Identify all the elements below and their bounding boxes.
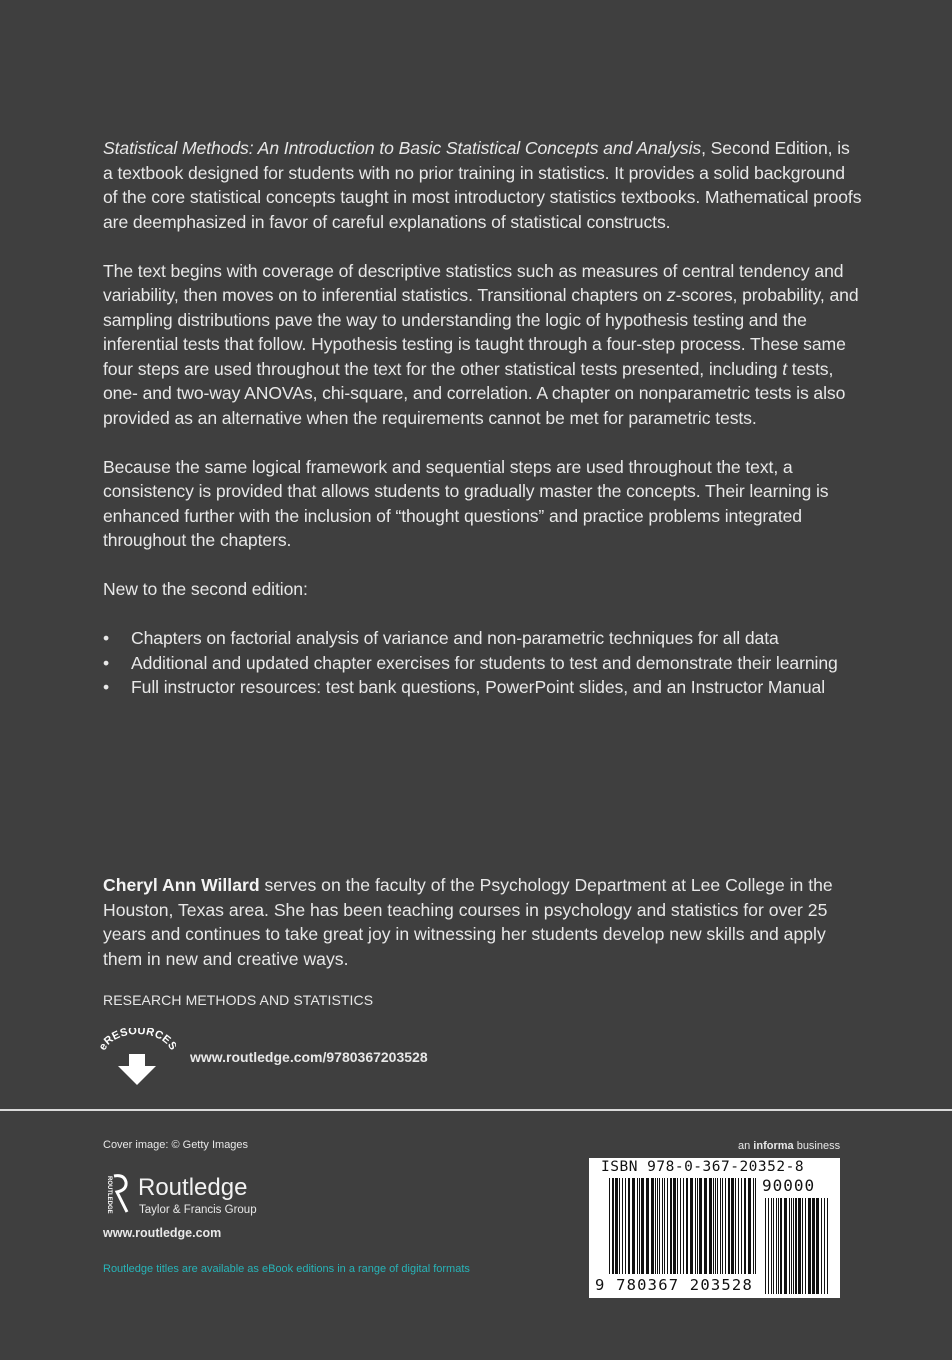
description-paragraph-3: Because the same logical framework and sequential steps are used throughout the text, a consistency is provided that allows students to gradually master the concepts. Their learning is enhanced further with the inclusion of “thought questions” and practice problems integrated throughout the chapters.	[103, 456, 829, 550]
barcode-bar	[622, 1178, 623, 1274]
barcode-bar	[735, 1178, 736, 1274]
barcode-bar	[641, 1178, 644, 1274]
publisher-name: Routledge	[138, 1174, 248, 1201]
barcode-bar	[651, 1178, 654, 1274]
barcode-bar	[637, 1178, 638, 1274]
barcode-bar	[738, 1178, 739, 1274]
barcode-bar	[755, 1178, 756, 1274]
publisher-group: Taylor & Francis Group	[139, 1204, 257, 1216]
barcode-bar	[722, 1178, 723, 1274]
barcode-bar	[646, 1178, 649, 1274]
barcode-bar	[704, 1178, 707, 1274]
isbn-label: ISBN 978-0-367-20352-8	[601, 1159, 805, 1175]
barcode-bar	[709, 1178, 712, 1274]
eresources-icon	[98, 1028, 176, 1088]
svg-text:ROUTLEDGE: ROUTLEDGE	[106, 1176, 112, 1214]
new-edition-heading: New to the second edition:	[103, 579, 308, 599]
barcode-bar	[789, 1198, 790, 1294]
description-paragraph-1: Statistical Methods: An Introduction to Basic Statistical Concepts and Analysis, Second Edition, is a textbook designed for students with no prior training in statistics. It provides a solid background of the core statistical concepts taught in most introductory statistics textbooks. Mathematical proofs are deemphasized in favor of careful explanations of statistical constructs.	[103, 138, 862, 232]
svg-text:eRESOURCES	[98, 1028, 176, 1053]
barcode-bar	[816, 1198, 819, 1294]
barcode-bar	[784, 1198, 787, 1294]
barcode-bar	[664, 1178, 665, 1274]
list-item: • Full instructor resources: test bank questions, PowerPoint slides, and an Instructor Manual	[103, 675, 863, 700]
barcode-bar	[659, 1178, 660, 1274]
author-bio: Cheryl Ann Willard serves on the faculty of the Psychology Department at Lee College in the Houston, Texas area. She has been teaching courses in psychology and statistics for over 25 years and continues to take great joy in witnessing her students develop new skills and apply them in new and creative ways.	[103, 875, 833, 969]
eresources-badge[interactable]	[98, 1028, 176, 1088]
subject-category: RESEARCH METHODS AND STATISTICS	[103, 992, 374, 1008]
divider	[0, 1109, 952, 1111]
barcode-bar	[728, 1178, 730, 1274]
isbn-barcode	[589, 1158, 840, 1298]
bullet-icon: •	[103, 628, 110, 648]
barcode-bar	[741, 1178, 742, 1274]
barcode-bar	[765, 1198, 766, 1294]
barcode-bar	[695, 1178, 696, 1274]
barcode-bar	[639, 1178, 640, 1274]
description-paragraph-2: The text begins with coverage of descriptive statistics such as measures of central tendency and variability, then moves on to inferential statistics. Transitional chapters on z-scores, probability, and sampling distributions pave the way to understanding the logic of hypothesis testing and the inferential tests that follow. Hypothesis testing is taught through a four-step process. These same four steps are used throughout the text for the other statistical tests presented, including t tests, one- and two-way ANOVAs, chi-square, and correlation. A chapter on nonparametric tests is also provided as an alternative when the requirements cannot be met for parametric tests.	[103, 260, 859, 428]
book-title: Statistical Methods: An Introduction to Basic Statistical Concepts and Analysis	[103, 138, 702, 158]
barcode-bar	[619, 1178, 620, 1274]
barcode-bar	[768, 1198, 769, 1294]
barcode-bar	[699, 1178, 702, 1274]
ebook-note: Routledge titles are available as eBook editions in a range of digital formats	[103, 1263, 470, 1275]
barcode-bar	[667, 1178, 668, 1274]
barcode-bar	[686, 1178, 688, 1274]
barcode-bar	[717, 1178, 718, 1274]
barcode-bar	[673, 1178, 676, 1274]
list-item: • Additional and updated chapter exercises for students to test and demonstrate their learning	[103, 651, 863, 676]
list-item: • Chapters on factorial analysis of variance and non-parametric techniques for all data	[103, 626, 863, 651]
barcode-bar	[609, 1178, 610, 1274]
cover-credit: Cover image: © Getty Images	[103, 1139, 249, 1151]
barcode-bar	[821, 1198, 822, 1294]
barcode-bar	[812, 1198, 815, 1294]
description	[103, 136, 863, 724]
barcode-bar	[632, 1178, 635, 1274]
barcode-bar	[662, 1178, 663, 1274]
barcode-bar	[778, 1198, 779, 1294]
barcode-bar	[805, 1198, 806, 1294]
barcode-bar	[731, 1178, 734, 1274]
barcode-bar	[657, 1178, 658, 1274]
barcode-bar	[824, 1198, 825, 1294]
barcode-bar	[725, 1178, 726, 1274]
barcode-bar	[715, 1178, 716, 1274]
barcode-bar	[744, 1178, 746, 1274]
bullet-icon: •	[103, 677, 110, 697]
barcode-bar	[798, 1198, 801, 1294]
resources-link[interactable]: www.routledge.com/9780367203528	[190, 1049, 428, 1065]
eresources-label: eRESOURCE	[98, 1028, 173, 1053]
barcode-bar	[771, 1198, 772, 1294]
barcode-bar	[612, 1178, 614, 1274]
author-name: Cheryl Ann Willard	[103, 875, 260, 895]
barcode-bar	[791, 1198, 792, 1294]
publisher-website[interactable]: www.routledge.com	[103, 1226, 222, 1240]
routledge-logo-icon	[100, 1172, 130, 1218]
barcode-bar	[615, 1178, 618, 1274]
barcode-bar	[802, 1198, 803, 1294]
ean-digits: 9 780367 203528	[595, 1276, 753, 1294]
barcode-bar	[808, 1198, 811, 1294]
barcode-bar	[748, 1178, 751, 1274]
routledge-logo	[100, 1172, 300, 1220]
barcode-bar	[680, 1178, 681, 1274]
new-edition-list	[103, 626, 863, 700]
barcode-bar	[713, 1178, 714, 1274]
price-code: 90000	[762, 1176, 816, 1195]
barcode-bar	[793, 1198, 794, 1294]
informa-business: an informa business	[738, 1140, 841, 1152]
barcode-bar	[625, 1178, 626, 1274]
barcode-bar	[827, 1198, 828, 1294]
barcode-bar	[683, 1178, 684, 1274]
barcode-bar	[677, 1178, 678, 1274]
barcode-bar	[780, 1198, 782, 1294]
barcode-bar	[776, 1198, 777, 1294]
barcode-bar	[773, 1198, 774, 1294]
barcode-bar	[720, 1178, 721, 1274]
barcode-bar	[697, 1178, 698, 1274]
barcode-bar	[628, 1178, 630, 1274]
barcode-bar	[655, 1178, 656, 1274]
bullet-icon: •	[103, 652, 110, 673]
barcode-bar	[690, 1178, 693, 1274]
barcode-bar	[795, 1198, 797, 1294]
barcode-bar	[753, 1178, 754, 1274]
barcode-bar	[670, 1178, 672, 1274]
